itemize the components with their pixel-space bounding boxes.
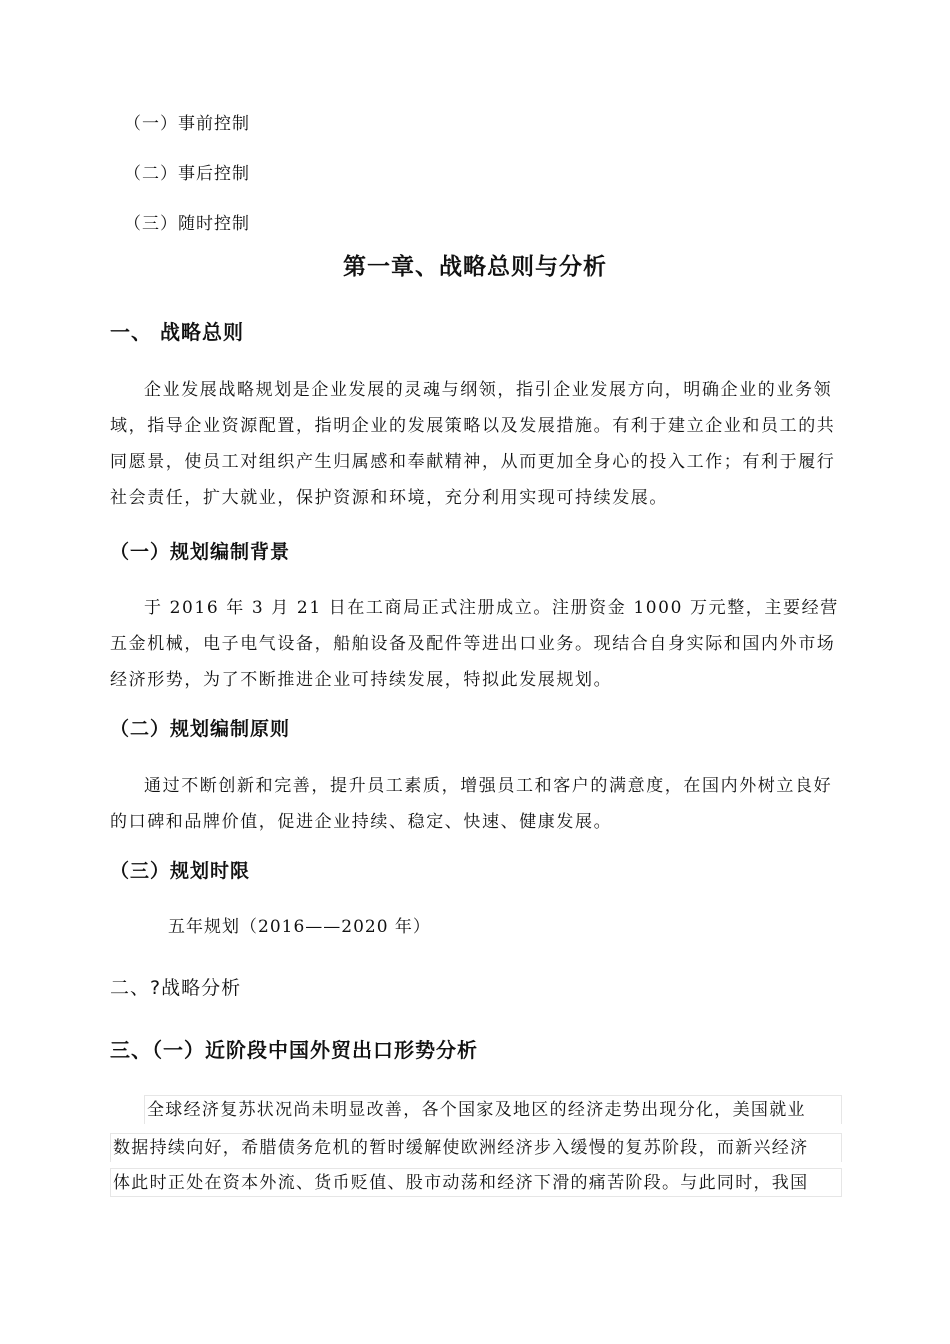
boxed-text-line: 体此时正处在资本外流、货币贬值、股市动荡和经济下滑的痛苦阶段。与此同时，我国 bbox=[110, 1168, 842, 1197]
section-heading-general: 一、 战略总则 bbox=[110, 320, 244, 344]
section-paragraph-general: 企业发展战略规划是企业发展的灵魂与纲领，指引企业发展方向，明确企业的业务领域，指导企业资源配置，指明企业的发展策略以及发展措施。有利于建立企业和员工的共同愿景，使员工对组织产生归属感和奉献精神，从而更加全身心的投入工作；有利于履行社会责任，扩大就业，保护资源和环境，充分利用实现可持续发展。 bbox=[110, 380, 836, 508]
section-heading-analysis: 二、?战略分析 bbox=[110, 977, 242, 999]
subheading-principles: （二）规划编制原则 bbox=[110, 718, 291, 740]
boxed-text-line: 全球经济复苏状况尚未明显改善，各个国家及地区的经济走势出现分化，美国就业 bbox=[144, 1095, 842, 1124]
toc-item-2: （二）事后控制 bbox=[124, 164, 250, 184]
boxed-text-line: 数据持续向好，希腊债务危机的暂时缓解使欧洲经济步入缓慢的复苏阶段，而新兴经济 bbox=[110, 1133, 842, 1162]
paragraph-time-limit: 五年规划（2016——2020 年） bbox=[168, 917, 431, 937]
paragraph-principles: 通过不断创新和完善，提升员工素质，增强员工和客户的满意度，在国内外树立良好的口碑和品牌价值，促进企业持续、稳定、快速、健康发展。 bbox=[110, 776, 833, 832]
toc-item-1: （一）事前控制 bbox=[124, 114, 250, 134]
boxed-line-1 bbox=[110, 1095, 842, 1124]
boxed-line-2 bbox=[110, 1133, 842, 1162]
chapter-title: 第一章、战略总则与分析 bbox=[343, 254, 607, 280]
subheading-time-limit: （三）规划时限 bbox=[110, 860, 251, 882]
boxed-line-3 bbox=[110, 1168, 842, 1197]
subheading-background: （一）规划编制背景 bbox=[110, 541, 291, 563]
section-heading-export-situation: 三、（一）近阶段中国外贸出口形势分析 bbox=[110, 1038, 478, 1062]
paragraph-background: 于 2016 年 3 月 21 日在工商局正式注册成立。注册资金 1000 万元整，主要经营五金机械，电子电气设备，船舶设备及配件等进出口业务。现结合自身实际和国内外市场经济形势，为了不断推进企业可持续发展，特拟此发展规划。 bbox=[110, 598, 839, 690]
toc-item-3: （三）随时控制 bbox=[124, 214, 250, 234]
